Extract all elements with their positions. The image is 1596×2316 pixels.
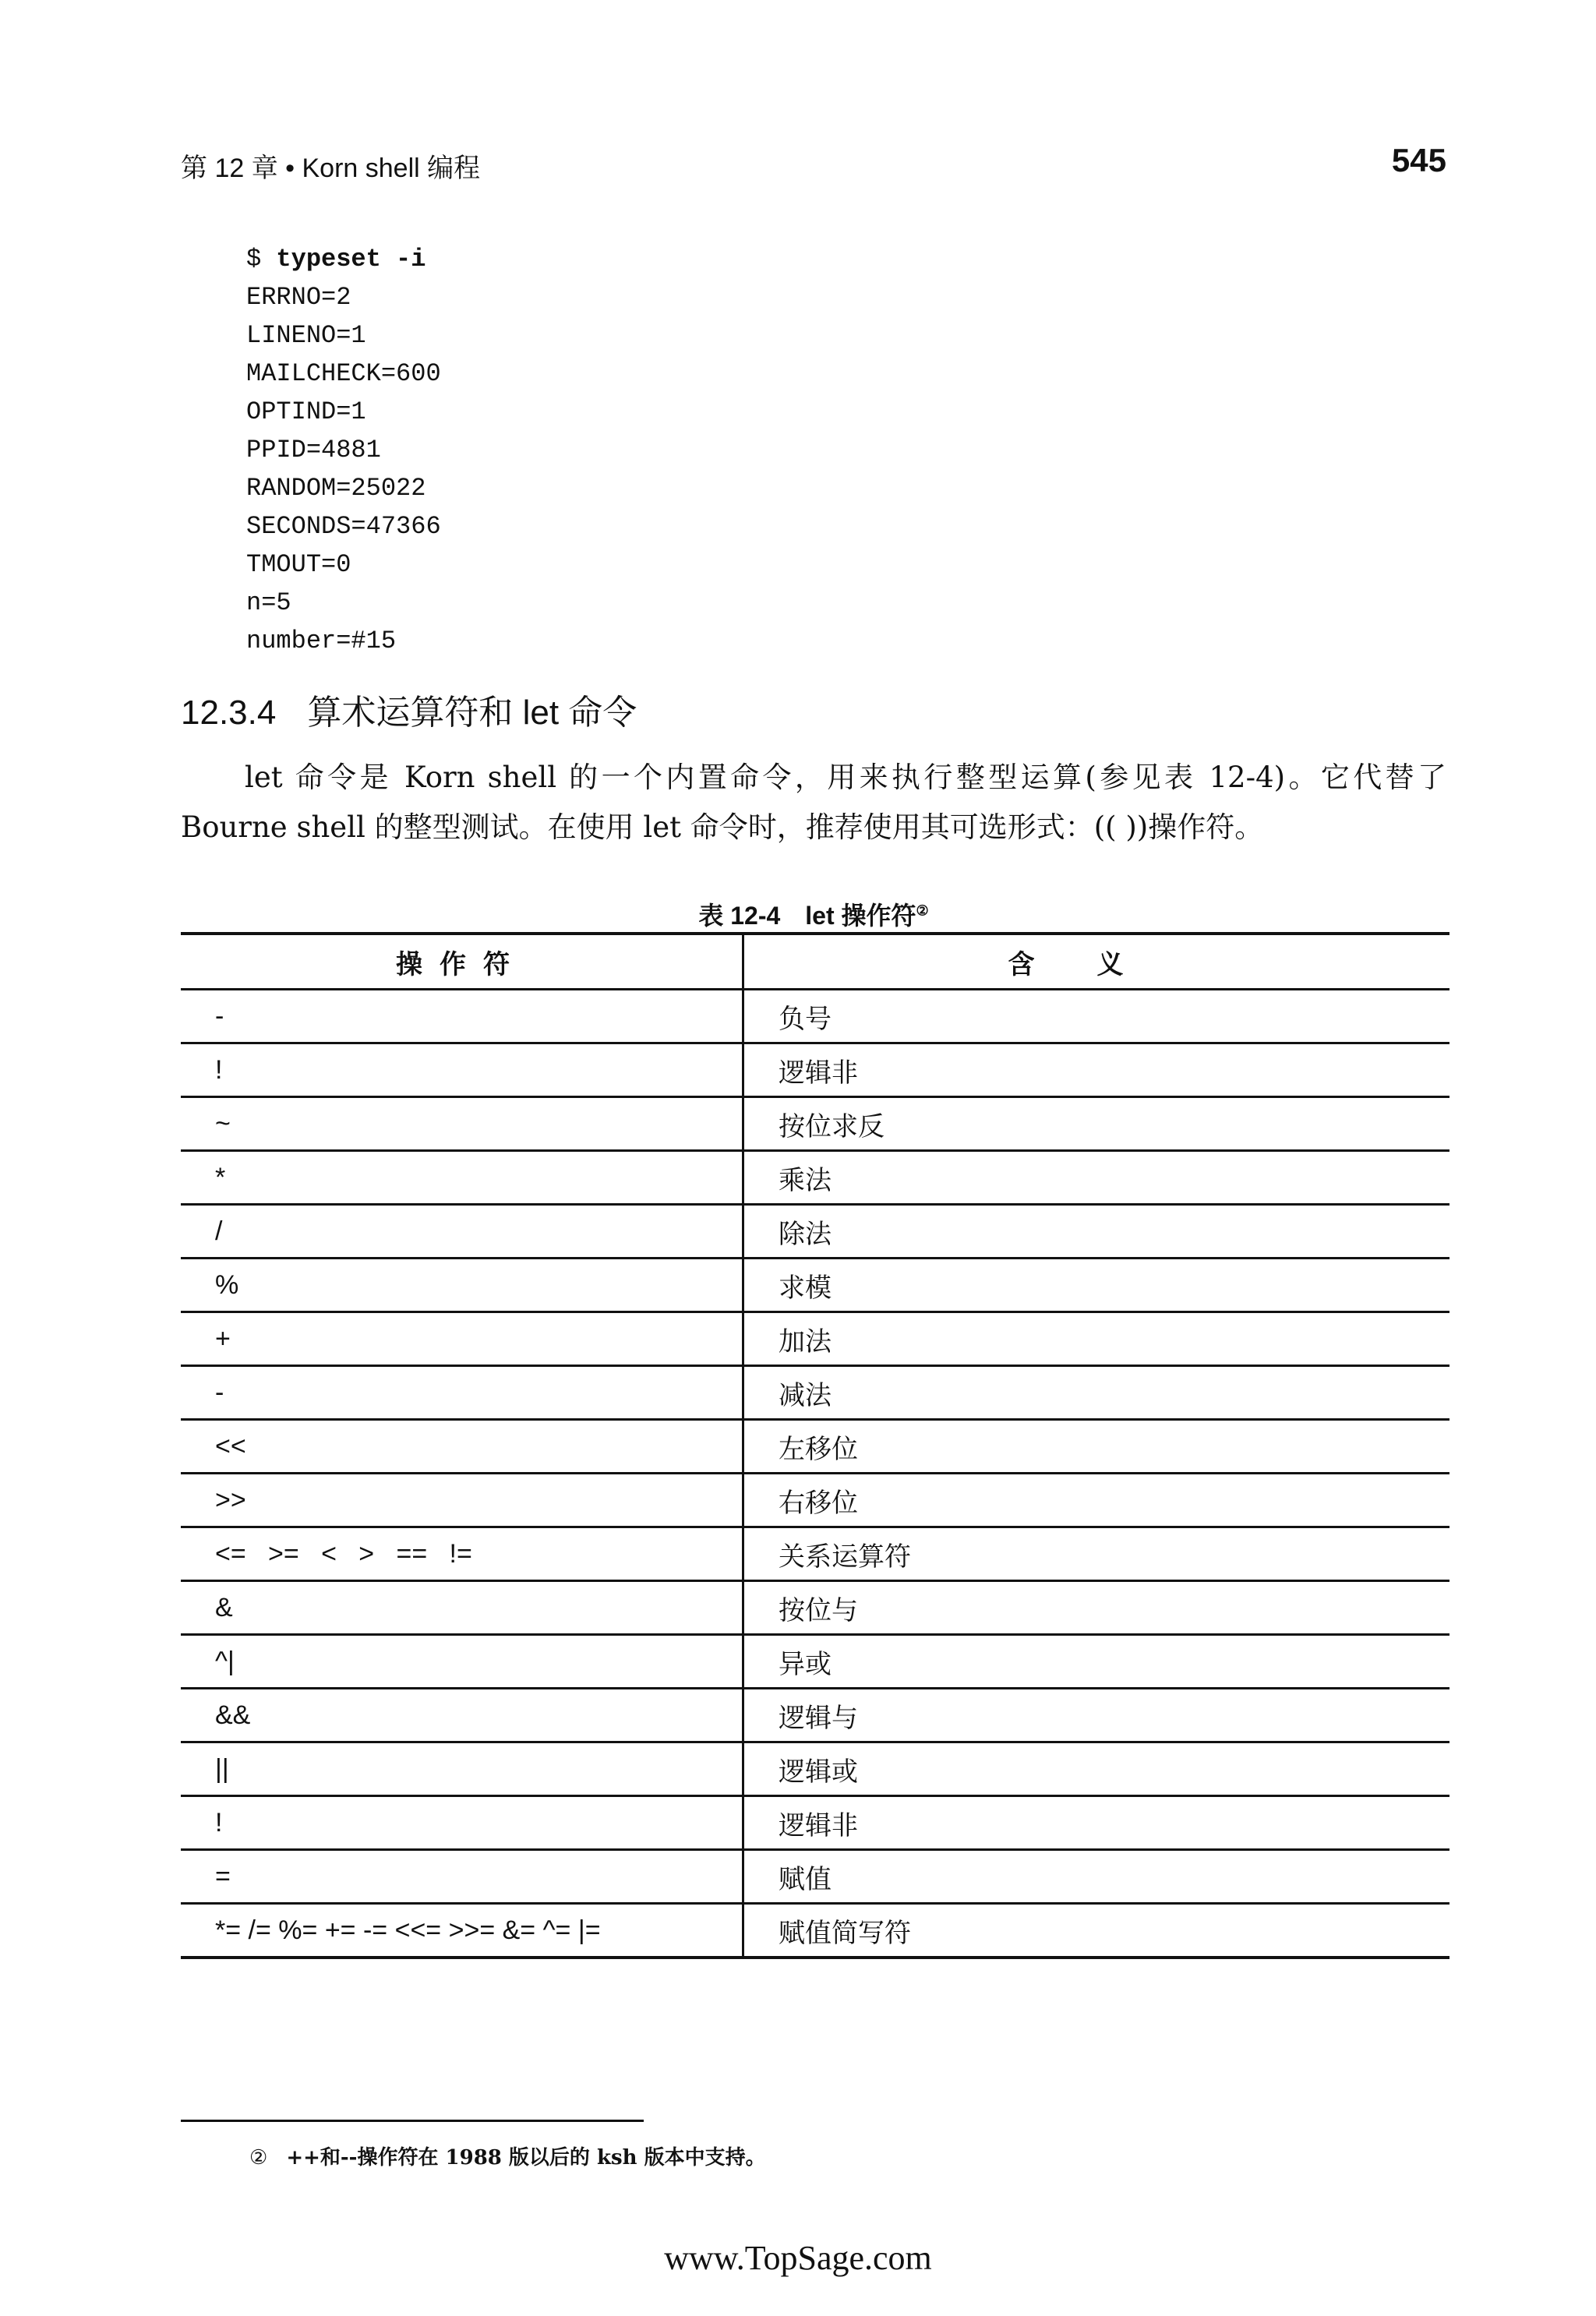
meaning-cell: 按位与 (743, 1581, 1450, 1635)
operator-cell: * (181, 1151, 743, 1205)
table-row (181, 1151, 1449, 1205)
code-line: PPID=4881 (246, 436, 381, 464)
table-row (181, 1527, 1449, 1581)
table-row (181, 1474, 1449, 1527)
footnote (249, 2141, 766, 2170)
meaning-cell: 赋值 (743, 1850, 1450, 1904)
operator-cell: - (181, 990, 743, 1043)
code-line: number=#15 (246, 627, 397, 655)
operator-cell: % (181, 1259, 743, 1312)
code-line: n=5 (246, 588, 291, 617)
code-block (246, 240, 441, 660)
operator-cell: ^| (181, 1635, 743, 1689)
table-row (181, 1366, 1449, 1420)
page-number: 545 (1391, 142, 1446, 178)
table-row (181, 1689, 1449, 1742)
meaning-cell: 逻辑或 (743, 1742, 1450, 1796)
table-row (181, 990, 1449, 1043)
code-line: LINENO=1 (246, 321, 366, 350)
code-line: SECONDS=47366 (246, 512, 441, 541)
meaning-cell: 除法 (743, 1205, 1450, 1259)
meaning-cell: 逻辑非 (743, 1043, 1450, 1097)
meaning-cell: 求模 (743, 1259, 1450, 1312)
code-line: MAILCHECK=600 (246, 359, 441, 388)
footnote-mark: ② (249, 2146, 268, 2169)
operator-cell: ! (181, 1796, 743, 1850)
table-row (181, 1581, 1449, 1635)
meaning-cell: 左移位 (743, 1420, 1450, 1474)
table-row (181, 1635, 1449, 1689)
table-row (181, 1259, 1449, 1312)
table-caption (181, 896, 1446, 932)
code-line: RANDOM=25022 (246, 474, 426, 503)
operator-cell: <= >= < > == != (181, 1527, 743, 1581)
section-title: 算术运算符和 let 命令 (307, 694, 637, 732)
code-line: ERRNO=2 (246, 283, 351, 312)
meaning-cell: 加法 (743, 1312, 1450, 1366)
meaning-cell: 异或 (743, 1635, 1450, 1689)
footnote-divider (181, 2120, 644, 2122)
code-line: TMOUT=0 (246, 550, 351, 579)
column-header-meaning: 含义 (743, 934, 1450, 990)
operator-cell: *= /= %= += -= <<= >>= &= ^= |= (181, 1904, 743, 1958)
section-heading (181, 684, 637, 734)
table-row (181, 1420, 1449, 1474)
body-paragraph (181, 753, 1446, 853)
table-row (181, 1097, 1449, 1151)
operator-cell: = (181, 1850, 743, 1904)
operator-cell: + (181, 1312, 743, 1366)
operator-cell: / (181, 1205, 743, 1259)
operator-cell: >> (181, 1474, 743, 1527)
operator-cell: & (181, 1581, 743, 1635)
table-row (181, 1850, 1449, 1904)
meaning-cell: 右移位 (743, 1474, 1450, 1527)
table-row (181, 1043, 1449, 1097)
meaning-cell: 按位求反 (743, 1097, 1450, 1151)
footnote-text: ++和--操作符在 1988 版以后的 ksh 版本中支持。 (286, 2146, 766, 2169)
meaning-cell: 负号 (743, 990, 1450, 1043)
meaning-cell: 逻辑非 (743, 1796, 1450, 1850)
table-row (181, 1796, 1449, 1850)
paragraph-text: let 命令是 Korn shell 的一个内置命令，用来执行整型运算(参见表 12-4)。它代替了 Bourne shell 的整型测试。在使用 let 命令时，推荐使用其可选形式：(( ))操作符。 (181, 761, 1446, 844)
operator-cell: || (181, 1742, 743, 1796)
code-line: OPTIND=1 (246, 397, 366, 426)
operator-cell: - (181, 1366, 743, 1420)
footnote-reference: ② (916, 902, 929, 919)
meaning-cell: 赋值简写符 (743, 1904, 1450, 1958)
operator-cell: ! (181, 1043, 743, 1097)
operator-cell: ~ (181, 1097, 743, 1151)
page-header (181, 142, 1446, 193)
section-number: 12.3.4 (181, 694, 277, 732)
table-caption-text: 表 12-4 let 操作符 (698, 902, 916, 930)
page-footer-url: www.TopSage.com (664, 2239, 932, 2277)
operator-cell: && (181, 1689, 743, 1742)
code-command: typeset -i (276, 245, 426, 274)
table-row (181, 1312, 1449, 1366)
table-row (181, 1205, 1449, 1259)
meaning-cell: 关系运算符 (743, 1527, 1450, 1581)
code-prompt: $ (246, 245, 277, 274)
table-row (181, 1742, 1449, 1796)
operator-table (181, 932, 1449, 1959)
meaning-cell: 乘法 (743, 1151, 1450, 1205)
table-row (181, 1904, 1449, 1958)
chapter-title: 第 12 章 • Korn shell 编程 (181, 154, 481, 183)
column-header-operator: 操作符 (181, 934, 743, 990)
meaning-cell: 减法 (743, 1366, 1450, 1420)
operator-cell: << (181, 1420, 743, 1474)
table-header-row (181, 934, 1449, 990)
meaning-cell: 逻辑与 (743, 1689, 1450, 1742)
